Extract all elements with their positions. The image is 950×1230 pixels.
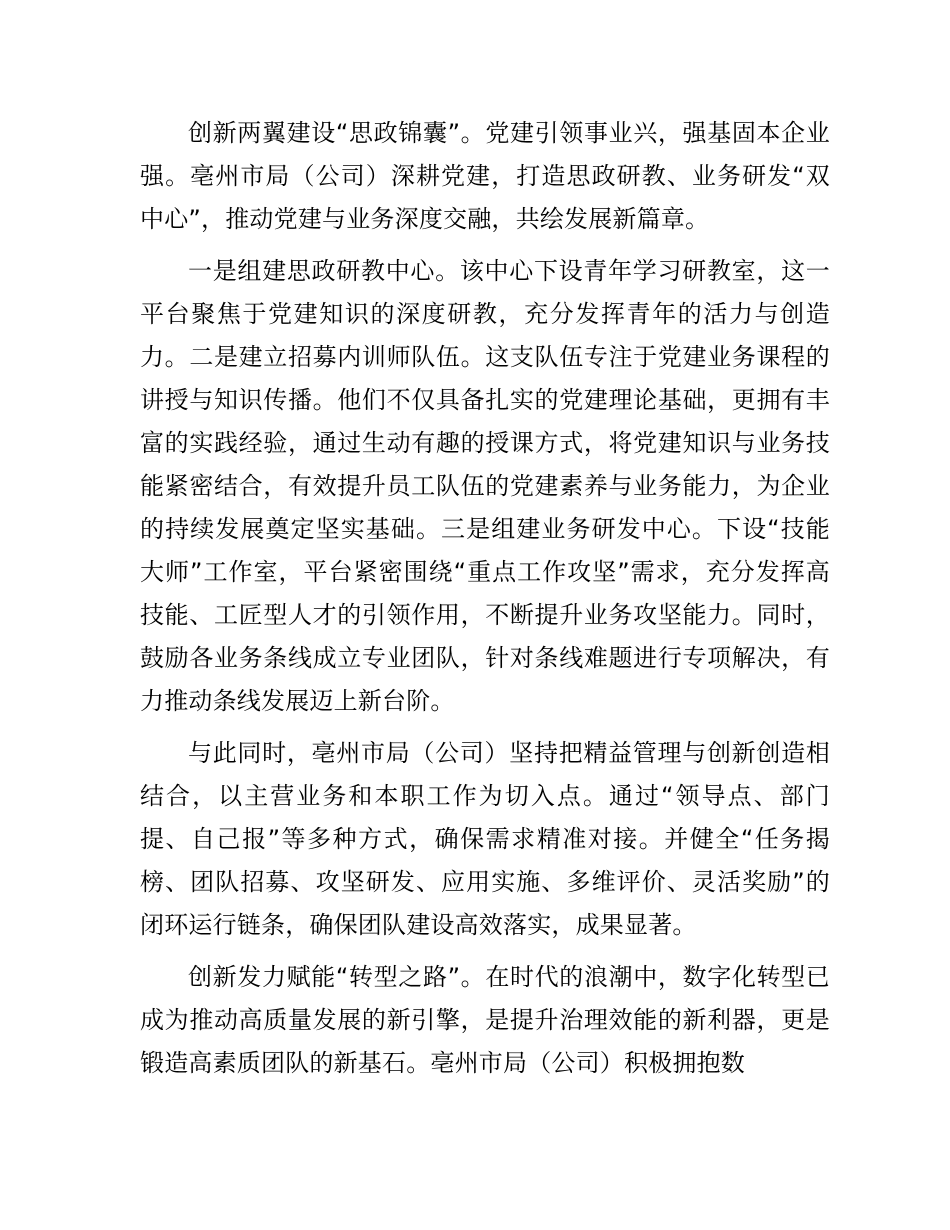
paragraph-digital-transformation: 创新发力赋能“转型之路”。在时代的浪潮中，数字化转型已成为推动高质量发展的新引擎，是提升治理效能的新利器，更是锻造高素质团队的新基石。亳州市局（公司）积极拥抱数 [140,963,830,1077]
document-body [140,112,830,1094]
paragraph-research-centers: 一是组建思政研教中心。该中心下设青年学习研教室，这一平台聚焦于党建知识的深度研教，充分发挥青年的活力与创造力。二是建立招募内训师队伍。这支队伍专注于党建业务课程的讲授与知识传播。他们不仅具备扎实的党建理论基础，更拥有丰富的实践经验，通过生动有趣的授课方式，将党建知识与业务技能紧密结合，有效提升员工队伍的党建素养与业务能力，为企业的持续发展奠定坚实基础。三是组建业务研发中心。下设“技能大师”工作室，平台紧密围绕“重点工作攻坚”需求，充分发挥高技能、工匠型人才的引领作用，不断提升业务攻坚能力。同时，鼓励各业务条线成立专业团队，针对条线难题进行专项解决，有力推动条线发展迈上新台阶。 [140,257,830,715]
paragraph-two-wings: 创新两翼建设“思政锦囊”。党建引领事业兴，强基固本企业强。亳州市局（公司）深耕党建，打造思政研教、业务研发“双中心”，推动党建与业务深度交融，共绘发展新篇章。 [140,119,830,233]
paragraph-lean-management: 与此同时，亳州市局（公司）坚持把精益管理与创新创造相结合，以主营业务和本职工作为切入点。通过“领导点、部门提、自己报”等多种方式，确保需求精准对接。并健全“任务揭榜、团队招募、攻坚研发、应用实施、多维评价、灵活奖励”的闭环运行链条，确保团队建设高效落实，成果显著。 [140,739,830,939]
